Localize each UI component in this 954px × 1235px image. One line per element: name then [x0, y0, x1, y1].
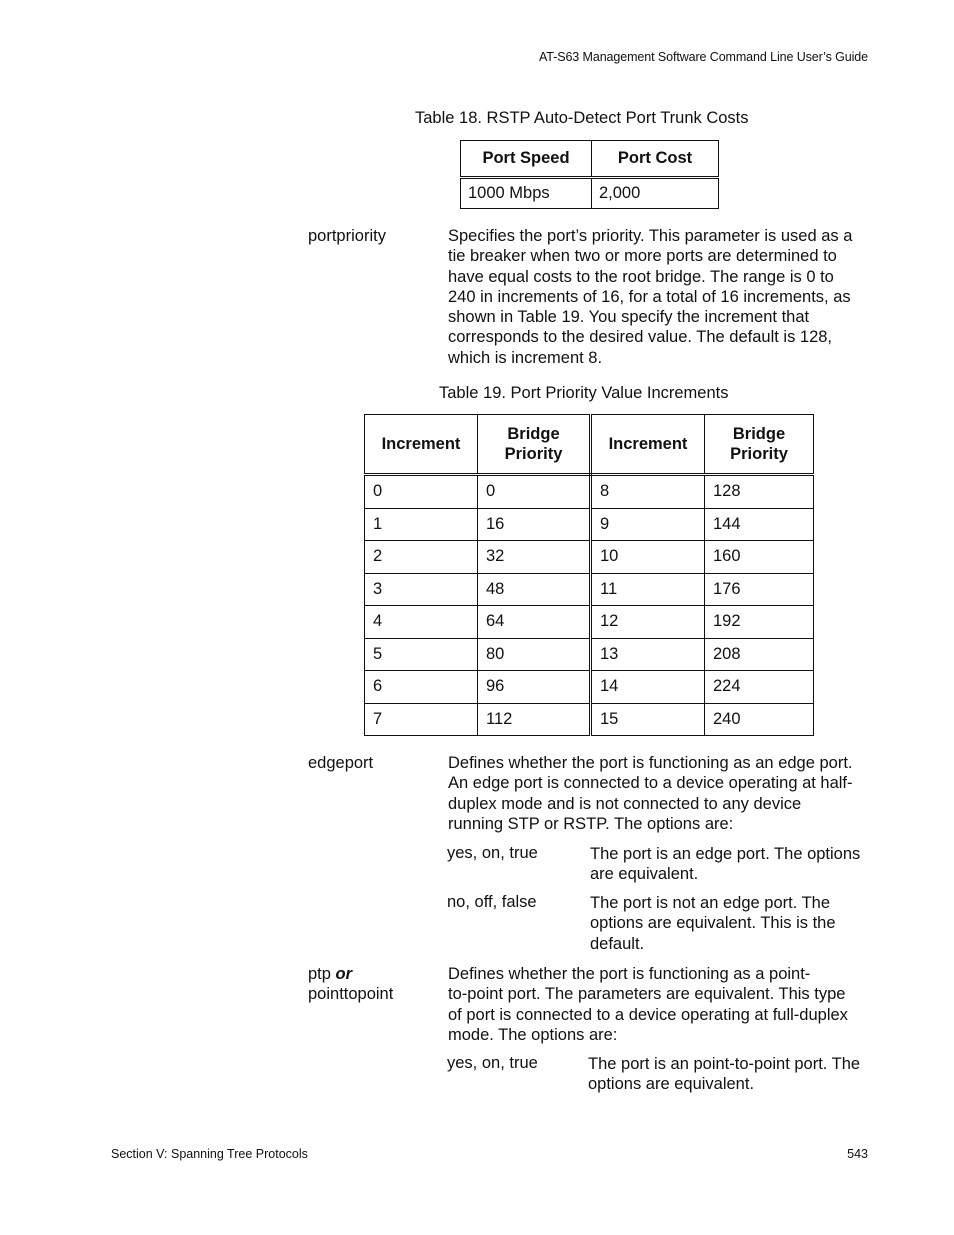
table-row — [365, 703, 814, 736]
table-cell: 15 — [591, 703, 705, 736]
table-cell: 224 — [705, 671, 814, 704]
edgeport-option-yes-description — [590, 844, 875, 885]
footer-section: Section V: Spanning Tree Protocols — [111, 1147, 308, 1161]
text-line: Specifies the port’s priority. This parameter is used as a — [448, 227, 853, 245]
table-cell: 0 — [478, 475, 591, 509]
edgeport-option-yes: yes, on, true — [447, 844, 538, 862]
table-cell: 9 — [591, 508, 705, 541]
table-cell: 48 — [478, 573, 591, 606]
table-row — [365, 671, 814, 704]
term-or: or — [335, 965, 353, 983]
term-ptp — [308, 964, 393, 1005]
text-line: Defines whether the port is functioning as an edge port. — [448, 754, 853, 772]
table-cell: 160 — [705, 541, 814, 574]
table-cell: 1 — [365, 508, 478, 541]
table-row — [461, 178, 719, 209]
text-line: The port is an point-to-point port. The — [588, 1055, 861, 1073]
table-cell: 176 — [705, 573, 814, 606]
table-row — [365, 541, 814, 574]
text-line: options are equivalent. This is the — [590, 914, 836, 933]
page-number: 543 — [847, 1147, 868, 1161]
header-line: Increment — [381, 435, 461, 453]
table-row — [365, 606, 814, 639]
table-cell: 3 — [365, 573, 478, 606]
table-cell: 14 — [591, 671, 705, 704]
table18 — [460, 140, 719, 209]
text-line: to-point port. The parameters are equivalent. This type — [448, 985, 846, 1004]
table-cell: 240 — [705, 703, 814, 736]
term-portpriority: portpriority — [308, 227, 386, 245]
table18-caption: Table 18. RSTP Auto-Detect Port Trunk Costs — [415, 109, 749, 127]
table-cell: 192 — [705, 606, 814, 639]
term-line: pointtopoint — [308, 985, 394, 1004]
table-cell: 16 — [478, 508, 591, 541]
table-cell: 4 — [365, 606, 478, 639]
header-line: Bridge — [507, 425, 560, 443]
text-line: tie breaker when two or more ports are determined to — [448, 247, 837, 266]
table-cell: 11 — [591, 573, 705, 606]
table19-caption: Table 19. Port Priority Value Increments — [439, 384, 729, 402]
term-ptp-name: ptp — [308, 965, 336, 983]
text-line: 240 in increments of 16, for a total of 16 increments, as — [448, 287, 851, 306]
table-cell: 1000 Mbps — [461, 178, 592, 209]
table-cell: 112 — [478, 703, 591, 736]
table-cell: 8 — [591, 475, 705, 509]
text-line: default. — [590, 934, 645, 953]
table-cell: 144 — [705, 508, 814, 541]
table19-header-increment — [365, 415, 478, 475]
text-line: are equivalent. — [590, 865, 699, 884]
table-row — [365, 475, 814, 509]
portpriority-description — [448, 226, 873, 368]
text-line: running STP or RSTP. The options are: — [448, 814, 734, 833]
ptp-description — [448, 964, 873, 1045]
text-line: Defines whether the port is functioning as a point- — [448, 965, 811, 983]
table-cell: 2,000 — [592, 178, 719, 209]
table-cell: 10 — [591, 541, 705, 574]
edgeport-option-no: no, off, false — [447, 893, 537, 911]
table-cell: 32 — [478, 541, 591, 574]
text-line: The port is an edge port. The options — [590, 845, 861, 863]
text-line: shown in Table 19. You specify the increment that — [448, 308, 810, 327]
table-row — [365, 638, 814, 671]
header-line: Increment — [608, 435, 688, 453]
text-line: corresponds to the desired value. The default is 128, — [448, 328, 833, 347]
text-line: An edge port is connected to a device operating at half- — [448, 774, 853, 793]
text-line: which is increment 8. — [448, 348, 603, 367]
table-cell: 7 — [365, 703, 478, 736]
table-cell: 208 — [705, 638, 814, 671]
table-cell: 0 — [365, 475, 478, 509]
text-line: options are equivalent. — [588, 1075, 755, 1094]
table-cell: 64 — [478, 606, 591, 639]
table-row — [365, 508, 814, 541]
table-row — [365, 573, 814, 606]
header-line: Priority — [730, 445, 788, 463]
text-line: of port is connected to a device operating at full-duplex — [448, 1005, 848, 1024]
table19-header-bridge-priority — [478, 415, 591, 475]
table18-header-port-speed: Port Speed — [461, 141, 592, 178]
edgeport-option-no-description — [590, 893, 875, 954]
text-line: mode. The options are: — [448, 1025, 618, 1044]
table-cell: 2 — [365, 541, 478, 574]
table19 — [364, 414, 814, 736]
table-cell: 96 — [478, 671, 591, 704]
text-line: The port is not an edge port. The — [590, 894, 831, 912]
table-cell: 6 — [365, 671, 478, 704]
text-line: duplex mode and is not connected to any device — [448, 794, 802, 813]
ptp-option-yes: yes, on, true — [447, 1054, 538, 1072]
table19-header-bridge-priority-2 — [705, 415, 814, 475]
term-line — [308, 964, 393, 984]
table-cell: 80 — [478, 638, 591, 671]
ptp-option-yes-description — [588, 1054, 873, 1095]
text-line: have equal costs to the root bridge. The range is 0 to — [448, 267, 834, 286]
edgeport-description — [448, 753, 873, 834]
table-cell: 13 — [591, 638, 705, 671]
table-cell: 128 — [705, 475, 814, 509]
running-header: AT-S63 Management Software Command Line User’s Guide — [539, 50, 868, 64]
table-cell: 5 — [365, 638, 478, 671]
table19-header-increment-2 — [591, 415, 705, 475]
header-line: Bridge — [732, 425, 786, 443]
table-cell: 12 — [591, 606, 705, 639]
header-line: Priority — [504, 445, 563, 463]
term-edgeport: edgeport — [308, 754, 374, 772]
table18-header-port-cost: Port Cost — [592, 141, 719, 178]
